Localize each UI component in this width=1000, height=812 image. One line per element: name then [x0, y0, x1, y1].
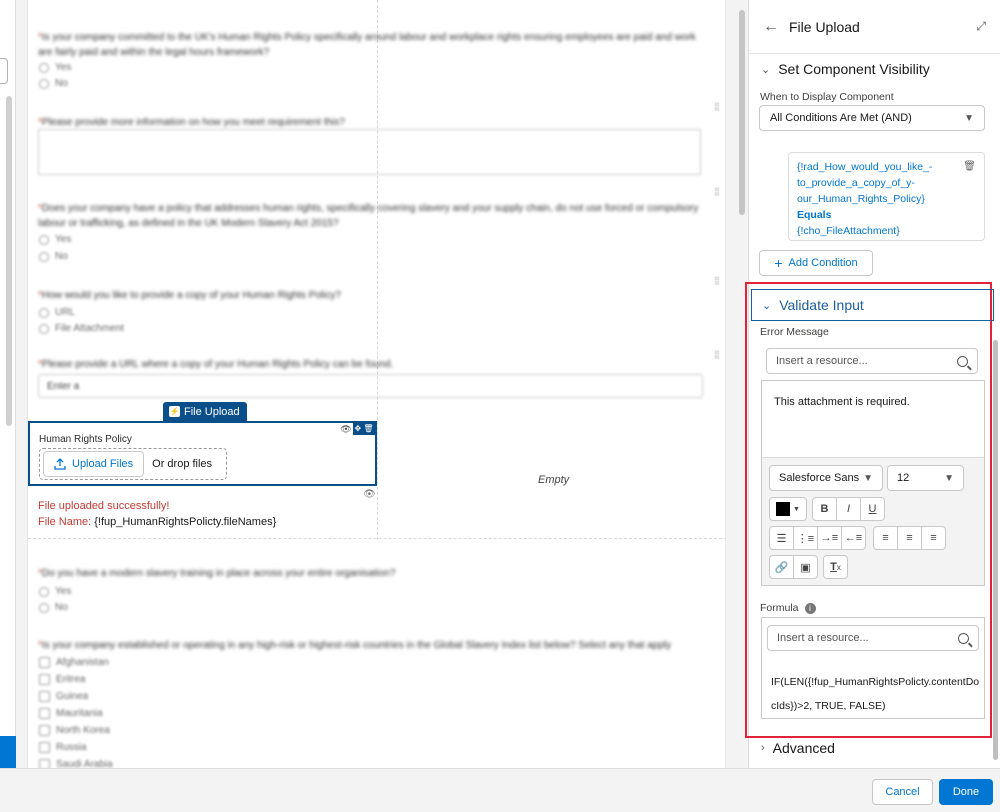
drag-handle-icon[interactable]: ⣿: [714, 102, 720, 111]
file-name-variable: {!fup_HumanRightsPolicty.fileNames}: [94, 516, 277, 528]
font-size-select[interactable]: 12 ▼: [887, 465, 964, 491]
align-center-icon[interactable]: ≡: [897, 526, 922, 550]
checkbox-option[interactable]: Saudi Arabia: [39, 759, 113, 768]
palette-active-edge: [0, 736, 16, 768]
drag-handle-icon[interactable]: ⣿: [714, 276, 720, 285]
outdent-icon[interactable]: ←≡: [841, 526, 866, 550]
search-icon: [958, 633, 969, 644]
font-family-select[interactable]: Salesforce Sans ▼: [769, 465, 883, 491]
formula-label-row: [760, 602, 816, 614]
drop-files-text: Or drop files: [152, 458, 213, 470]
add-condition-button[interactable]: + Add Condition: [759, 250, 873, 276]
question-2[interactable]: *Please provide more information on how you meet requirement this?: [38, 117, 345, 128]
condition-operator: Equals: [797, 209, 832, 221]
dropdown-arrow-icon: ▼: [964, 112, 974, 124]
radio-option[interactable]: Yes: [39, 62, 71, 73]
panel-header: [749, 0, 1000, 54]
dropdown-arrow-icon: ▼: [944, 472, 954, 484]
error-resource-search[interactable]: Insert a resource...: [766, 348, 978, 374]
format-toolbar: [812, 497, 885, 521]
checkbox-option[interactable]: Afghanistan: [39, 657, 109, 668]
palette-search-edge[interactable]: [0, 58, 8, 84]
plus-icon: +: [774, 255, 783, 271]
error-message-text[interactable]: This attachment is required.: [762, 381, 984, 458]
radio-option[interactable]: No: [39, 602, 68, 613]
advanced-section-toggle[interactable]: › Advanced: [761, 740, 835, 756]
checkbox-option[interactable]: Eritrea: [39, 674, 85, 685]
eye-icon[interactable]: 👁: [340, 424, 352, 434]
image-icon[interactable]: ▣: [793, 555, 818, 579]
radio-option[interactable]: Yes: [39, 234, 71, 245]
error-message-label: Error Message: [760, 326, 829, 338]
info-icon[interactable]: i: [805, 603, 816, 614]
checkbox-option[interactable]: Mauritania: [39, 708, 103, 719]
link-icon[interactable]: 🔗: [769, 555, 794, 579]
palette-scrollbar[interactable]: [6, 96, 12, 426]
clear-formatting-icon[interactable]: T x: [823, 555, 848, 579]
validate-input-section-toggle[interactable]: ⌄ Validate Input: [751, 289, 994, 321]
panel-scrollbar[interactable]: [993, 340, 998, 760]
numbered-list-icon[interactable]: ⋮≡: [793, 526, 818, 550]
question-3[interactable]: *Does your company have a policy that addresses human rights, specifically covering slavery and your supply chain, do not use forced or compulsory labour or trafficking, as defined in the UK Modern Slavery Act 2015?: [38, 203, 699, 229]
radio-option[interactable]: No: [39, 78, 68, 89]
when-to-display-label: When to Display Component: [760, 91, 894, 103]
file-name-label: File Name:: [38, 516, 92, 528]
properties-panel: [748, 0, 1000, 768]
radio-option[interactable]: Yes: [39, 586, 71, 597]
eye-icon[interactable]: 👁: [363, 489, 376, 500]
cancel-button[interactable]: Cancel: [872, 779, 933, 805]
align-toolbar: [873, 526, 946, 550]
back-arrow-icon[interactable]: ←: [763, 17, 779, 35]
lightning-icon: ⚡: [169, 407, 180, 416]
rich-text-editor[interactable]: [761, 380, 985, 586]
question-6[interactable]: *Do you have a modern slavery training in place across your entire organisation?: [38, 568, 396, 579]
color-swatch: [776, 502, 790, 516]
align-left-icon[interactable]: ≡: [873, 526, 898, 550]
formula-editor[interactable]: [761, 617, 985, 719]
checkbox-option[interactable]: Russia: [39, 742, 87, 753]
question-4[interactable]: *How would you like to provide a copy of your Human Rights Policy?: [38, 290, 341, 301]
condition-resource-line: to_provide_a_copy_of_y-: [797, 177, 915, 189]
upload-icon: [54, 458, 66, 470]
formula-text[interactable]: IF(LEN({!fup_HumanRightsPolicty.contentDocIds})>2, TRUE, FALSE): [771, 676, 980, 712]
move-delete-icons[interactable]: ✥ 🗑: [354, 424, 374, 433]
clear-toolbar: [823, 555, 848, 579]
footer-bar: [0, 768, 1000, 812]
condition-resource-line: {!rad_How_would_you_like_-: [797, 161, 933, 173]
chevron-down-icon: ⌄: [761, 63, 771, 76]
long-text-area[interactable]: [38, 129, 701, 175]
radio-option[interactable]: URL: [39, 307, 75, 318]
dropdown-arrow-icon: ▼: [863, 472, 873, 484]
checkbox-option[interactable]: Guinea: [39, 691, 88, 702]
section-divider: [28, 538, 726, 539]
color-toolbar: [769, 497, 807, 521]
chevron-right-icon: ›: [761, 742, 765, 754]
italic-icon[interactable]: I: [836, 497, 861, 521]
component-actions: [339, 423, 375, 435]
bold-icon[interactable]: B: [812, 497, 837, 521]
display-text-component[interactable]: [38, 498, 276, 530]
column-divider: [377, 0, 378, 540]
visibility-section-toggle[interactable]: ⌄ Set Component Visibility: [761, 61, 930, 77]
file-upload-tag: ⚡ File Upload: [163, 402, 247, 421]
formula-label: Formula: [760, 602, 799, 614]
upload-files-button[interactable]: Upload Files: [43, 451, 144, 477]
question-5[interactable]: *Please provide a URL where a copy of your Human Rights Policy can be found.: [38, 359, 394, 370]
condition-value: {!cho_FileAttachment}: [797, 225, 900, 237]
dropdown-arrow-icon: ▼: [793, 505, 800, 513]
done-button[interactable]: Done: [939, 779, 993, 805]
panel-title: File Upload: [789, 18, 860, 35]
file-drop-zone[interactable]: [39, 448, 227, 480]
screen-canvas: [27, 0, 726, 768]
indent-icon[interactable]: →≡: [817, 526, 842, 550]
insert-toolbar: [769, 555, 818, 579]
radio-option[interactable]: No: [39, 251, 68, 262]
trash-icon[interactable]: 🗑: [963, 161, 976, 172]
formula-resource-search[interactable]: Insert a resource...: [767, 625, 979, 651]
condition-resource-line: our_Human_Rights_Policy}: [797, 193, 925, 205]
canvas-scroll-thumb[interactable]: [739, 10, 745, 215]
condition-card[interactable]: [788, 152, 985, 241]
radio-option[interactable]: File Attachment: [39, 323, 124, 334]
bulleted-list-icon[interactable]: ☰: [769, 526, 794, 550]
condition-requirement-select[interactable]: All Conditions Are Met (AND) ▼: [759, 105, 985, 131]
chevron-down-icon: ⌄: [762, 299, 772, 312]
empty-column-label: Empty: [538, 474, 570, 486]
file-upload-label: Human Rights Policy: [39, 434, 132, 445]
question-7[interactable]: *Is your company established or operating in any high-risk or highest-risk countries in the Global Slavery Index list below? Select any that apply: [38, 640, 672, 651]
success-message: File uploaded successfully!: [38, 500, 170, 512]
left-palette-edge: [0, 0, 16, 768]
question-1[interactable]: *Is your company committed to the UK's Human Rights Policy specifically around labour and workplace rights ensuring employees are paid and work are fairly paid and within the legal hours framework?: [38, 32, 696, 58]
search-icon: [957, 356, 968, 367]
checkbox-option[interactable]: North Korea: [39, 725, 110, 736]
expand-icon[interactable]: ⤢: [976, 19, 986, 33]
file-upload-component[interactable]: [28, 421, 377, 486]
drag-handle-icon[interactable]: ⣿: [714, 350, 720, 359]
text-color-button[interactable]: [769, 497, 807, 521]
url-input[interactable]: Enter a: [38, 374, 703, 398]
align-right-icon[interactable]: ≡: [921, 526, 946, 550]
drag-handle-icon[interactable]: ⣿: [714, 187, 720, 196]
underline-icon[interactable]: U: [860, 497, 885, 521]
list-toolbar: [769, 526, 866, 550]
